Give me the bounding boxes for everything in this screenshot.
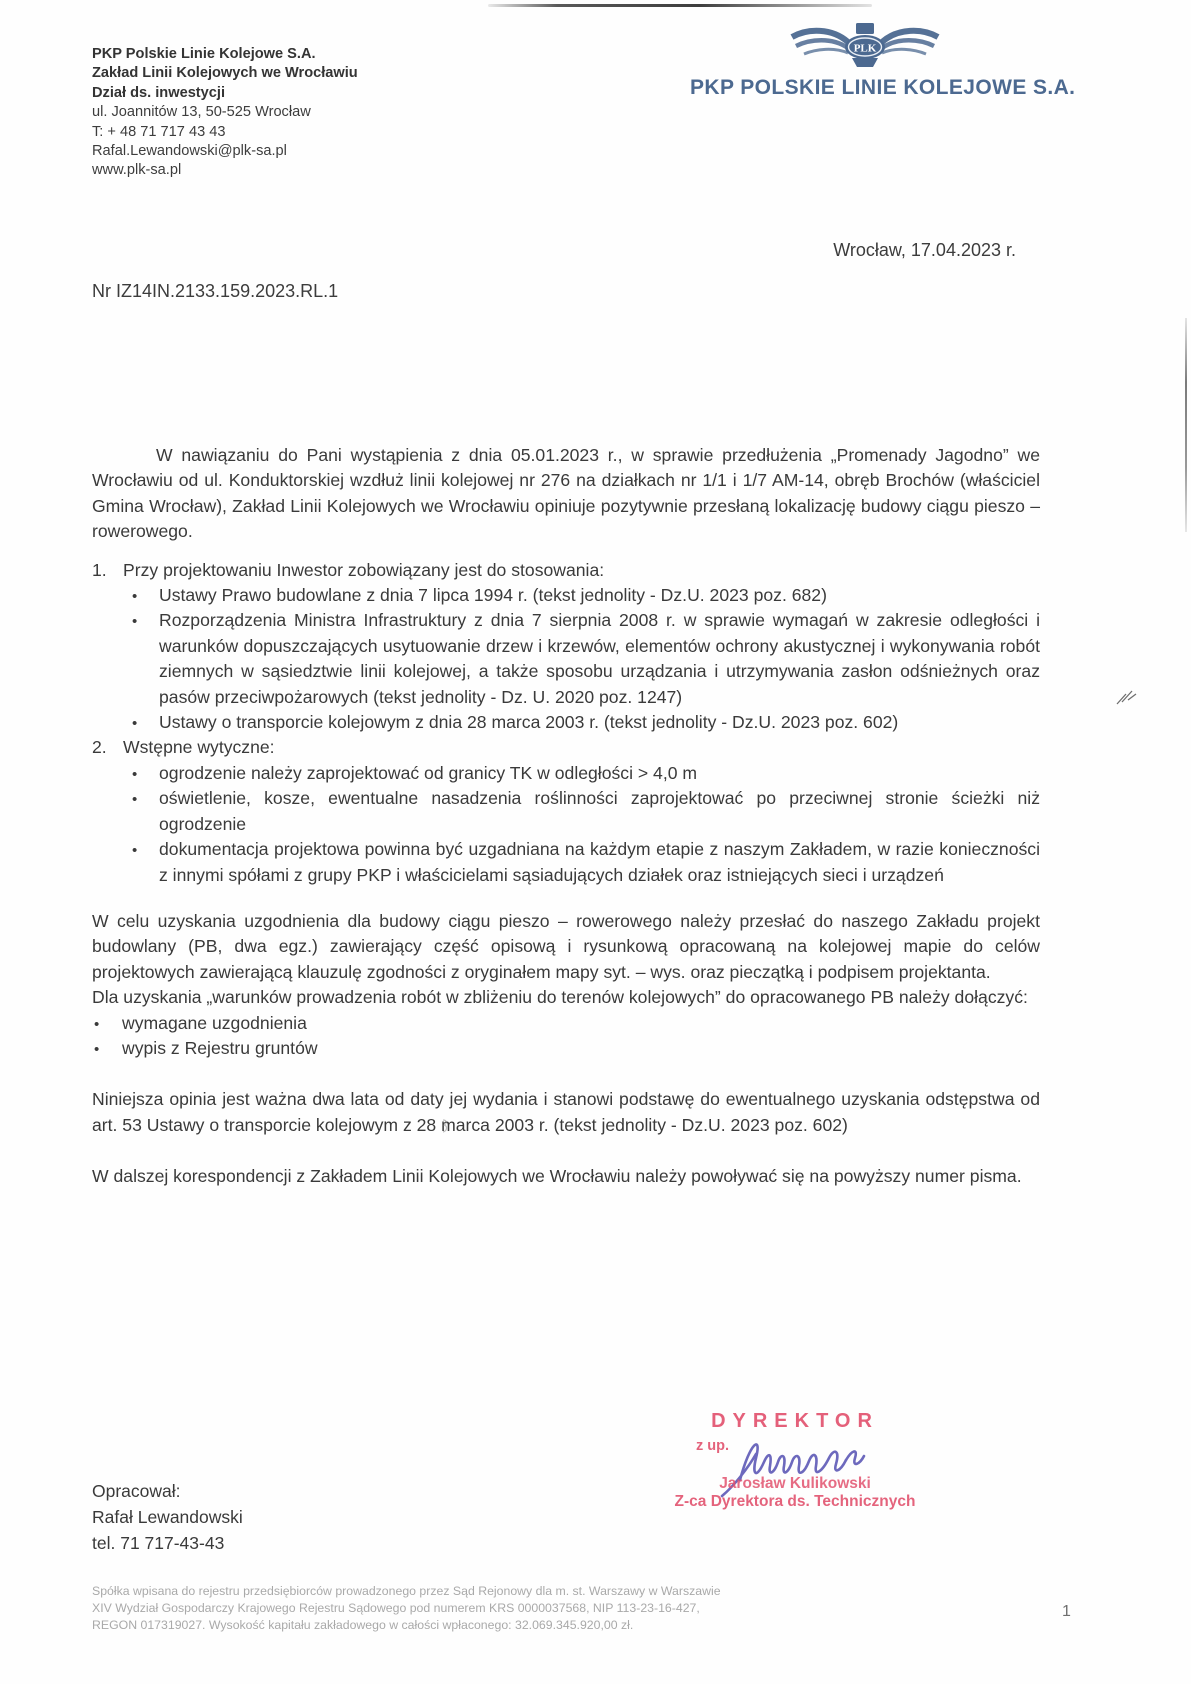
bullet-item	[123, 583, 1040, 608]
footer-line: Spółka wpisana do rejestru przedsiębiorców prowadzonego przez Sąd Rejonowy dla m. st. Warszawy w Warszawie	[92, 1584, 721, 1598]
letter-body	[92, 443, 1040, 1190]
bullet-item	[123, 761, 1040, 786]
scan-artifact-top-line	[488, 4, 872, 7]
sender-phone: T: + 48 71 717 43 43	[92, 123, 226, 140]
sender-email: Rafal.Lewandowski@plk-sa.pl	[92, 143, 287, 160]
sender-block	[92, 45, 358, 181]
logo-block	[690, 22, 1076, 100]
bullet-item	[123, 837, 1040, 888]
bullet-text: Rozporządzenia Ministra Infrastruktury z dnia 7 sierpnia 2008 r. w sprawie wymagań w zakresie odległości i warunków dopuszczających usytuowanie drzew i krzewów, elementów ochrony akustycznej i wykonywania robót ziemnych w sąsiedztwie linii kolejowej, a także sposobu urządzania i utrzymywania zasłon odśnieżnych oraz pasów przeciwpożarowych (tekst jednolity - Dz. U. 2020 poz. 1247)	[159, 610, 1040, 707]
list-item-1	[92, 558, 1040, 736]
list-number: 2.	[92, 737, 107, 758]
stamp-by-authorization: z up.	[696, 1438, 730, 1454]
stamp-title: DYREKTOR	[711, 1410, 879, 1432]
paragraph-conditions: Dla uzyskania „warunków prowadzenia robót w zbliżeniu do terenów kolejowych” do opracowanego PB należy dołączyć:	[92, 987, 1028, 1008]
dateline: Wrocław, 17.04.2023 r.	[833, 240, 1016, 260]
paragraph-intro: W nawiązaniu do Pani wystąpienia z dnia 05.01.2023 r., w sprawie przedłużenia „Promenady Jagodno” we Wrocławiu od ul. Konduktorskiej wzdłuż linii kolejowej nr 276 na działkach nr 1/1 i 1/7 AM-14, obręb Brochów (właściciel Gmina Wrocław), Zakład Linii Kolejowych we Wrocławiu opiniuje pozytywnie przesłaną lokalizację budowy ciągu pieszo – rowerowego.	[92, 445, 1040, 542]
attachment-item	[92, 1011, 1040, 1036]
bullet-item	[123, 608, 1040, 710]
pen-mark-artifact	[1114, 688, 1140, 708]
bullet-text: ogrodzenie należy zaprojektować od granicy TK w odległości > 4,0 m	[159, 762, 698, 783]
paragraph-validity: Niniejsza opinia jest ważna dwa lata od daty jej wydania i stanowi podstawę do ewentualnego uzyskania odstępstwa od art. 53 Ustawy o transporcie kolejowym z 28 marca 2003 r. (tekst jednolity - Dz.U. 2023 poz. 602)	[92, 1089, 1040, 1135]
reference-number: Nr IZ14IN.2133.159.2023.RL.1	[92, 281, 339, 301]
plk-wings-emblem-icon	[780, 22, 950, 74]
bullet-text: dokumentacja projektowa powinna być uzgadniana na każdym etapie z naszym Zakładem, w razie konieczności z innymi spółami z grupy PKP i właścicielami sąsiadujących działek oraz istniejących sieci i urządzeń	[159, 839, 1040, 885]
bullet-text: oświetlenie, kosze, ewentualne nasadzenia roślinności zaprojektować po przeciwnej stronie ścieżki niż ogrodzenie	[159, 788, 1040, 834]
scan-artifact-right-line	[1185, 318, 1187, 532]
legal-footer	[92, 1583, 721, 1633]
sender-unit: Zakład Linii Kolejowych we Wrocławiu	[92, 65, 358, 82]
paragraph-correspondence: W dalszej korespondencji z Zakładem Linii Kolejowych we Wrocławiu należy powoływać się na powyższy numer pisma.	[92, 1166, 1022, 1187]
bullet-item	[123, 786, 1040, 837]
footer-line: REGON 017319027. Wysokość kapitału zakładowego w całości wpłaconego: 32.069.345.920,00 zł.	[92, 1617, 634, 1632]
bullet-marker: •	[132, 588, 138, 606]
spacer	[92, 888, 1040, 909]
spacer	[92, 1138, 1040, 1164]
bullet-marker: •	[132, 715, 138, 733]
numbered-list	[92, 558, 1040, 888]
list-number: 1.	[92, 559, 107, 580]
logo-wordmark: PKP POLSKIE LINIE KOLEJOWE S.A.	[690, 76, 1076, 99]
footer-line: XIV Wydział Gospodarczy Krajowego Rejestru Sądowego pod numerem KRS 0000037568, NIP 113-23-16-427,	[92, 1600, 700, 1615]
bullet-marker: •	[132, 791, 138, 809]
bullet-text: Ustawy o transporcie kolejowym z dnia 28 marca 2003 r. (tekst jednolity - Dz.U. 2023 poz. 602)	[159, 712, 899, 733]
director-stamp	[660, 1410, 930, 1511]
list-1-title: Przy projektowaniu Inwestor zobowiązany jest do stosowania:	[123, 559, 605, 580]
list-2-title: Wstępne wytyczne:	[123, 737, 275, 758]
ink-speck-artifact	[440, 1118, 450, 1134]
page-number: 1	[1062, 1603, 1071, 1620]
sender-department: Dział ds. inwestycji	[92, 84, 226, 101]
bullet-marker: •	[94, 1040, 100, 1058]
prepared-by-block	[92, 1478, 243, 1556]
prepared-by-phone: tel. 71 717-43-43	[92, 1533, 225, 1553]
spacer	[92, 1061, 1040, 1087]
bullet-marker: •	[132, 842, 138, 860]
bullet-marker: •	[132, 765, 138, 783]
stamp-signer-name: Jarosław Kulikowski	[719, 1475, 871, 1492]
sender-address: ul. Joannitów 13, 50-525 Wrocław	[92, 104, 311, 121]
sender-website: www.plk-sa.pl	[92, 162, 182, 179]
sender-company: PKP Polskie Linie Kolejowe S.A.	[92, 46, 316, 62]
attachment-item	[92, 1036, 1040, 1061]
stamp-signer-position: Z-ca Dyrektora ds. Technicznych	[674, 1493, 916, 1510]
prepared-by-label: Opracował:	[92, 1481, 181, 1501]
plk-emblem-text: PLK	[853, 42, 877, 55]
bullet-marker: •	[132, 613, 138, 631]
attachment-text: wypis z Rejestru gruntów	[122, 1037, 318, 1058]
attachment-text: wymagane uzgodnienia	[122, 1012, 307, 1033]
prepared-by-name: Rafał Lewandowski	[92, 1507, 243, 1527]
bullet-marker: •	[94, 1015, 100, 1033]
list-item-2	[92, 735, 1040, 887]
bullet-item	[123, 710, 1040, 735]
paragraph-approval: W celu uzyskania uzgodnienia dla budowy ciągu pieszo – rowerowego należy przesłać do naszego Zakładu projekt budowlany (PB, dwa egz.) zawierający część opisową i rysunkową opracowaną na kolejowej mapie do celów projektowych zawierającą klauzulę zgodności z oryginałem mapy syt. – wys. oraz pieczątką i podpisem projektanta.	[92, 910, 1040, 982]
bullet-text: Ustawy Prawo budowlane z dnia 7 lipca 1994 r. (tekst jednolity - Dz.U. 2023 poz. 682)	[159, 585, 827, 606]
